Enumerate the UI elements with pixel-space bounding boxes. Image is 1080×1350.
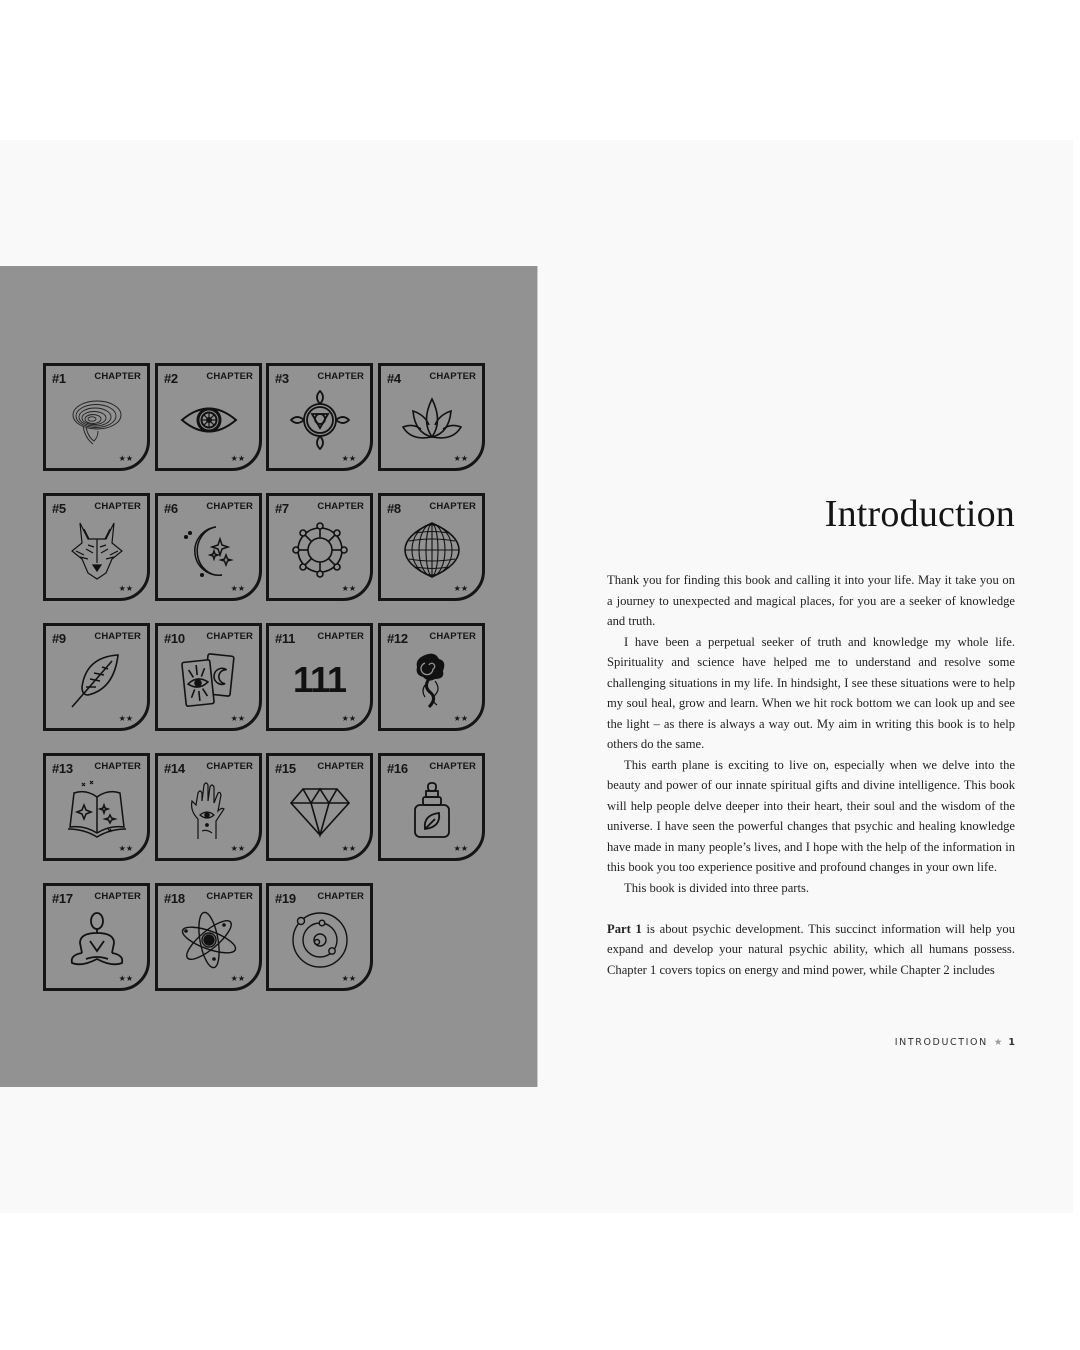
chapter-card-15 <box>266 753 373 861</box>
stars-icon: ★★ <box>453 584 468 593</box>
body-text <box>607 570 1015 980</box>
chapter-card-2 <box>155 363 262 471</box>
chapter-card-17 <box>43 883 150 991</box>
chapter-label: CHAPTER <box>317 631 364 642</box>
chapter-label: CHAPTER <box>429 501 476 512</box>
diamond-icon <box>289 779 351 841</box>
chapter-label: CHAPTER <box>317 371 364 382</box>
chapter-card-1 <box>43 363 150 471</box>
magic-book-icon <box>66 779 128 841</box>
stars-icon: ★★ <box>118 974 133 983</box>
chapter-label: CHAPTER <box>94 501 141 512</box>
chapter-number: #6 <box>164 501 178 516</box>
chapter-card-10 <box>155 623 262 731</box>
chapter-label: CHAPTER <box>429 371 476 382</box>
chapter-number: #12 <box>387 631 408 646</box>
paragraph-1: Thank you for finding this book and calling it into your life. May it take you on a journey to unexpected and magical places, for you are a seeker of knowledge and truth. <box>607 573 1015 628</box>
chapter-label: CHAPTER <box>429 761 476 772</box>
chapter-label: CHAPTER <box>317 761 364 772</box>
stars-icon: ★★ <box>341 584 356 593</box>
chapter-label: CHAPTER <box>206 371 253 382</box>
chapter-number: #14 <box>164 761 185 776</box>
wireframe-sphere-icon <box>401 519 463 581</box>
atom-icon <box>178 909 240 971</box>
chapter-card-6 <box>155 493 262 601</box>
brain-spiral-icon <box>66 389 128 451</box>
chapter-number: #19 <box>275 891 296 906</box>
chapter-card-7 <box>266 493 373 601</box>
chapter-number: #17 <box>52 891 73 906</box>
essential-oil-bottle-icon <box>401 779 463 841</box>
chapter-number: #2 <box>164 371 178 386</box>
chapter-label: CHAPTER <box>206 761 253 772</box>
chapter-number: #10 <box>164 631 185 646</box>
hamsa-hand-icon <box>178 779 240 841</box>
part-1-text: is about psychic development. This succinct information will help you expand and develop your natural psychic ability, which all humans possess. Chapter 1 covers topics on energy and mind power, while Chapter 2 includes <box>607 921 1016 977</box>
stars-icon: ★★ <box>118 584 133 593</box>
stars-icon: ★★ <box>230 844 245 853</box>
page-footer-folio <box>895 1037 1015 1048</box>
tarot-cards-icon <box>178 649 240 711</box>
stars-icon: ★★ <box>230 714 245 723</box>
chapter-card-11 <box>266 623 373 731</box>
meditation-figure-icon <box>66 909 128 971</box>
stars-icon: ★★ <box>453 454 468 463</box>
stars-icon: ★★ <box>341 714 356 723</box>
chapter-number: #16 <box>387 761 408 776</box>
chapter-card-3 <box>266 363 373 471</box>
stars-icon: ★★ <box>118 714 133 723</box>
page-title: Introduction <box>824 493 1015 535</box>
paragraph-4: This book is divided into three parts. <box>624 880 810 895</box>
stars-icon: ★★ <box>453 714 468 723</box>
wolf-head-icon <box>66 519 128 581</box>
chapter-label: CHAPTER <box>206 501 253 512</box>
chapter-label: CHAPTER <box>206 631 253 642</box>
feather-icon <box>66 649 128 711</box>
orbit-system-icon <box>289 909 351 971</box>
stars-icon: ★★ <box>118 844 133 853</box>
chapter-card-8 <box>378 493 485 601</box>
page-number: 1 <box>1008 1037 1015 1048</box>
crescent-moon-stars-icon <box>178 519 240 581</box>
stars-icon: ★★ <box>230 584 245 593</box>
chapter-label: CHAPTER <box>94 891 141 902</box>
chapter-label: CHAPTER <box>94 631 141 642</box>
chapter-card-14 <box>155 753 262 861</box>
number-111-icon <box>289 649 351 711</box>
chapter-label: CHAPTER <box>94 761 141 772</box>
chapter-label: CHAPTER <box>94 371 141 382</box>
chapter-card-19 <box>266 883 373 991</box>
chapter-card-16 <box>378 753 485 861</box>
stars-icon: ★★ <box>341 454 356 463</box>
chapter-card-4 <box>378 363 485 471</box>
stars-icon: ★★ <box>230 974 245 983</box>
chapter-number: #3 <box>275 371 289 386</box>
stars-icon: ★★ <box>341 844 356 853</box>
icon-number-text: 111 <box>292 659 347 700</box>
chapter-card-9 <box>43 623 150 731</box>
chapter-card-13 <box>43 753 150 861</box>
smoke-swirl-icon <box>401 649 463 711</box>
stars-icon: ★★ <box>118 454 133 463</box>
stars-icon: ★★ <box>453 844 468 853</box>
chapter-number: #13 <box>52 761 73 776</box>
paragraph-2: I have been a perpetual seeker of truth and knowledge my whole life. Spirituality and science have helped me to understand and resolve some challenging situations in my life. In hindsight, I see these situations were to help my soul heal, grow and learn. When we hit rock bottom we can look up and see the light – as there is always a way out. My aim in writing this book is to help others do the same. <box>607 634 1015 751</box>
chapter-number: #18 <box>164 891 185 906</box>
root-chakra-icon <box>289 389 351 451</box>
dharma-wheel-icon <box>289 519 351 581</box>
running-head: INTRODUCTION <box>894 1037 988 1048</box>
chapter-number: #5 <box>52 501 66 516</box>
chapter-card-5 <box>43 493 150 601</box>
paragraph-3: This earth plane is exciting to live on, especially when we delve into the beauty and power of our innate spiritual gifts and divine intelligence. This book will help people delve deeper into their heart, their soul and the wisdom of the universe. I have seen the powerful changes that psychic and healing knowledge have made in many people’s lives, and I hope with the help of the information in this book you too experience positive and profound changes in your own life. <box>607 757 1015 874</box>
chapter-number: #9 <box>52 631 66 646</box>
chapter-number: #1 <box>52 371 66 386</box>
chapter-number: #15 <box>275 761 296 776</box>
lotus-icon <box>401 389 463 451</box>
chapter-number: #4 <box>387 371 401 386</box>
chapter-card-18 <box>155 883 262 991</box>
stars-icon: ★★ <box>341 974 356 983</box>
eye-wheel-icon <box>178 389 240 451</box>
chapter-number: #8 <box>387 501 401 516</box>
book-spread <box>0 140 1073 1213</box>
chapter-number: #7 <box>275 501 289 516</box>
chapter-card-12 <box>378 623 485 731</box>
chapter-label: CHAPTER <box>317 501 364 512</box>
star-separator-icon: ★ <box>993 1037 1003 1048</box>
left-page-chapter-grid <box>0 266 537 1087</box>
chapter-label: CHAPTER <box>206 891 253 902</box>
chapter-number: #11 <box>275 631 296 646</box>
part-1-lead: Part 1 <box>607 921 642 936</box>
chapter-label: CHAPTER <box>317 891 364 902</box>
paragraph-part-1 <box>607 919 1015 981</box>
stars-icon: ★★ <box>230 454 245 463</box>
chapter-label: CHAPTER <box>429 631 476 642</box>
